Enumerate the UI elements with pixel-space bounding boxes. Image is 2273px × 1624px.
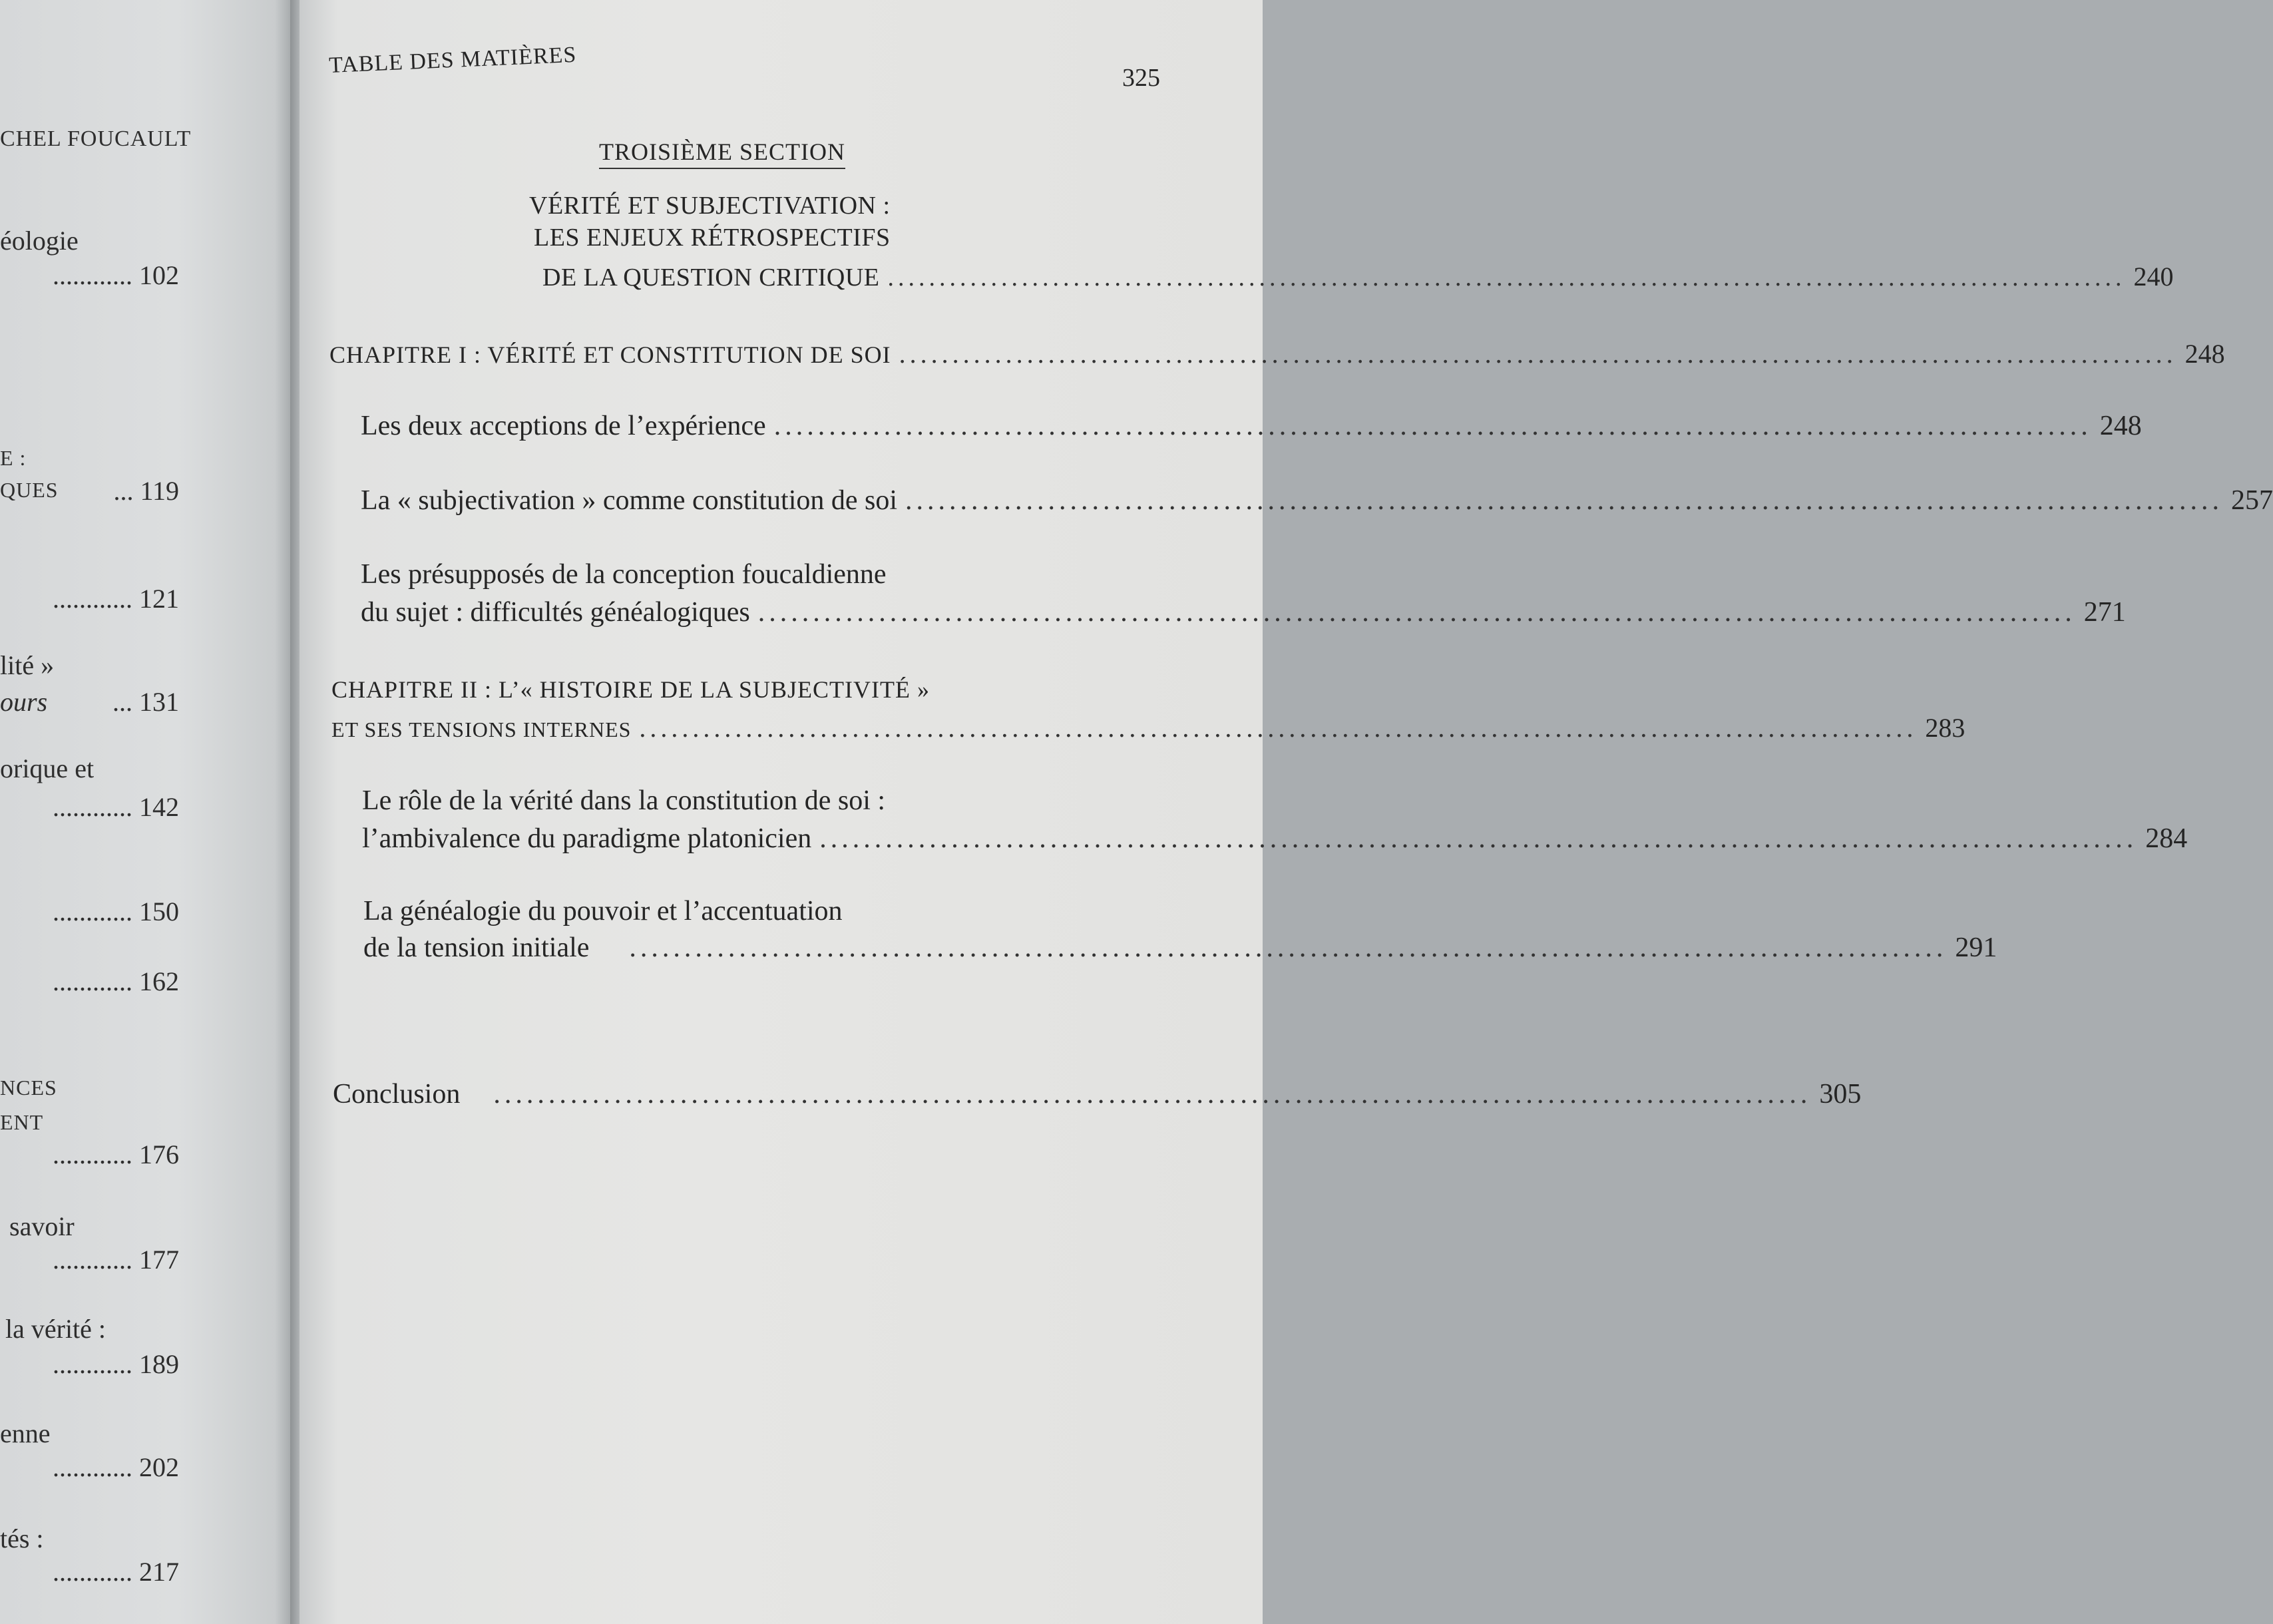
left-page-ref: ............ 150 <box>53 897 179 926</box>
left-entry-fragment: savoir <box>9 1211 75 1241</box>
section-title-line-1: VÉRITÉ ET SUBJECTIVATION : <box>529 192 891 220</box>
left-entry-fragment: lité » <box>0 650 55 680</box>
left-page-ref: ............ 177 <box>53 1245 179 1275</box>
left-entry-fragment: éologie <box>0 226 79 256</box>
left-page-ref: ............ 202 <box>53 1452 179 1482</box>
left-entry-fragment: orique et <box>0 753 95 783</box>
entry-title-line-2: l’ambivalence du paradigme platonicien <box>362 823 812 854</box>
toc-entry-conclusion <box>333 1078 1862 1110</box>
left-page-ref: ............ 102 <box>53 260 179 290</box>
left-entry-fragment: NCES <box>0 1076 57 1100</box>
entry-title: Les deux acceptions de l’expérience <box>361 411 766 441</box>
left-page-ref: ... 131 <box>112 687 179 717</box>
page-ref: 257 <box>2231 485 2273 516</box>
page-ref: 248 <box>2099 411 2142 441</box>
right-page <box>300 0 2273 1624</box>
dot-leader: ........................................................................................................................ <box>493 1079 1812 1110</box>
page-ref: 271 <box>2083 597 2126 628</box>
entry-title-line-2: de la tension initiale <box>363 932 590 963</box>
left-page-ref: ............ 162 <box>53 966 179 996</box>
chapter-2-title-line-2: ET SES TENSIONS INTERNES <box>331 717 632 741</box>
left-entry-fragment: tés : <box>0 1523 44 1553</box>
page-ref: 305 <box>1819 1079 1862 1110</box>
entry-title-line-1: Le rôle de la vérité dans la constitution de soi : <box>362 785 886 816</box>
toc-entry-section <box>542 261 2174 292</box>
page-ref: 284 <box>2145 823 2188 854</box>
left-entry-fragment: QUES <box>0 478 59 502</box>
left-entry-fragment: ENT <box>0 1110 44 1134</box>
toc-entry <box>361 596 2126 628</box>
entry-title-line-1: La généalogie du pouvoir et l’accentuation <box>363 896 843 926</box>
page-ref: 283 <box>1925 713 1965 743</box>
left-page-ref: ............ 217 <box>53 1557 179 1587</box>
toc-entry <box>361 410 2142 442</box>
left-page-ref: ............ 121 <box>53 584 179 614</box>
section-title-line-2: LES ENJEUX RÉTROSPECTIFS <box>534 224 891 252</box>
toc-entry <box>362 823 2188 855</box>
dot-leader: ........................................................................................................................ <box>887 264 2126 292</box>
toc-entry-chapter-2 <box>331 712 1965 743</box>
toc-entry <box>361 485 2273 516</box>
left-entry-fragment: la vérité : <box>5 1314 106 1344</box>
entry-title-line-1: Les présupposés de la conception foucaldienne <box>361 559 887 590</box>
toc-entry <box>363 932 1997 964</box>
running-head: TABLE DES MATIÈRES <box>328 42 577 78</box>
page-number: 325 <box>1122 64 1160 92</box>
chapter-2-title-line-1: CHAPITRE II : L’« HISTOIRE DE LA SUBJECTIVITÉ » <box>331 676 930 703</box>
section-label: TROISIÈME SECTION <box>599 140 845 169</box>
dot-leader: ........................................................................................................................ <box>905 485 2224 516</box>
page-ref: 291 <box>1955 932 1997 963</box>
left-entry-fragment: E : <box>0 446 27 470</box>
left-running-head: CHEL FOUCAULT <box>0 126 192 151</box>
dot-leader: ........................................................................................................................ <box>899 339 2177 369</box>
page-ref: 248 <box>2184 339 2225 369</box>
section-title-line-3: DE LA QUESTION CRITIQUE <box>542 264 880 292</box>
left-page <box>0 0 296 1624</box>
dot-leader: ........................................................................................................................ <box>819 823 2138 854</box>
left-entry-fragment: enne <box>0 1418 51 1448</box>
toc-entry-chapter-1 <box>329 338 2225 369</box>
dot-leader: ........................................................................................................................ <box>757 597 2076 628</box>
entry-title: La « subjectivation » comme constitution de soi <box>361 485 898 516</box>
left-entry-fragment: ours <box>0 687 48 717</box>
conclusion-label: Conclusion <box>333 1079 461 1110</box>
left-page-ref: ... 119 <box>113 476 179 506</box>
entry-title-line-2: du sujet : difficultés généalogiques <box>361 597 750 628</box>
dot-leader: ........................................................................................................................ <box>629 932 1948 963</box>
left-page-ref: ............ 176 <box>53 1139 179 1169</box>
dot-leader: ........................................................................................................................ <box>639 713 1918 743</box>
left-page-ref: ............ 189 <box>53 1349 179 1379</box>
dot-leader: ........................................................................................................................ <box>773 411 2092 441</box>
chapter-1-title: CHAPITRE I : VÉRITÉ ET CONSTITUTION DE SOI <box>329 341 891 368</box>
left-page-ref: ............ 142 <box>53 792 179 822</box>
page-ref: 240 <box>2133 262 2174 292</box>
